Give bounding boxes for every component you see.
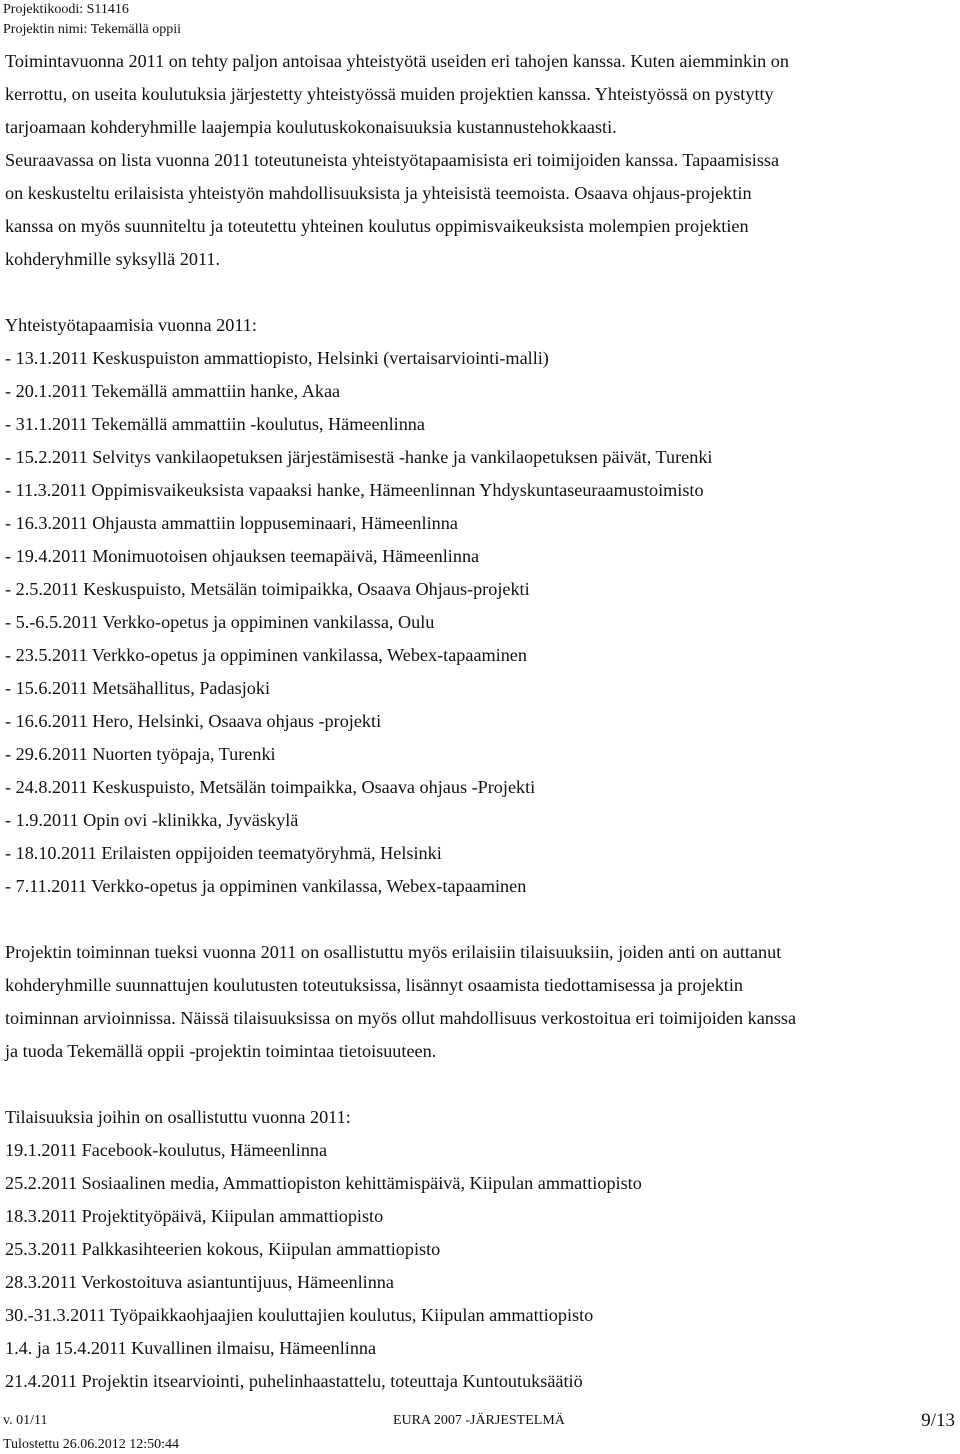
intro-line: kanssa on myös suunniteltu ja toteutettu yhteinen koulutus oppimisvaikeuksista molempien projektien [5,216,749,236]
intro-line: kerrottu, on useita koulutuksia järjestetty yhteistyössä muiden projektien kanssa. Yhteistyössä on pystytty [5,84,774,104]
page-number: 9/13 [921,1410,955,1431]
list-item: - 15.2.2011 Selvitys vankilaopetuksen järjestämisestä -hanke ja vankilaopetuksen päivät, Turenki [5,447,713,467]
list-item: - 20.1.2011 Tekemällä ammattiin hanke, Akaa [5,381,341,401]
intro-line: Seuraavassa on lista vuonna 2011 toteutuneista yhteistyötapaamisista eri toimijoiden kanssa. Tapaamisissa [5,150,780,170]
list-item: - 16.3.2011 Ohjausta ammattiin loppuseminaari, Hämeenlinna [5,513,458,533]
intro-line: on keskusteltu erilaisista yhteistyön mahdollisuuksista ja yhteisistä teemoista. Osaava ohjaus-projektin [5,183,752,203]
paragraph-gap [5,903,955,936]
meetings-heading: Yhteistyötapaamisia vuonna 2011: [5,315,257,335]
list-item: - 13.1.2011 Keskuspuiston ammattiopisto, Helsinki (vertaisarviointi-malli) [5,348,549,368]
list-item: 21.4.2011 Projektin itsearviointi, puhelinhaastattelu, toteuttaja Kuntoutuksäätiö [5,1371,583,1391]
support-line: toiminnan arvioinnissa. Näissä tilaisuuksissa on myös ollut mahdollisuus verkostoitua eri toimijoiden kanssa [5,1008,797,1028]
events-list [5,1134,955,1398]
list-item: - 7.11.2011 Verkko-opetus ja oppiminen vankilassa, Webex-tapaaminen [5,876,527,896]
document-body [5,45,955,1398]
list-item: 18.3.2011 Projektityöpäivä, Kiipulan ammattiopisto [5,1206,384,1226]
print-timestamp: Tulostettu 26.06.2012 12:50:44 [3,1437,180,1452]
list-item: - 29.6.2011 Nuorten työpaja, Turenki [5,744,276,764]
list-item: - 24.8.2011 Keskuspuisto, Metsälän toimpaikka, Osaava ohjaus -Projekti [5,777,536,797]
list-item: 28.3.2011 Verkostoituva asiantuntijuus, Hämeenlinna [5,1272,394,1292]
paragraph-gap [5,1068,955,1101]
meetings-list [5,342,955,903]
intro-line: tarjoamaan kohderyhmille laajempia koulutuskokonaisuuksia kustannustehokkaasti. [5,117,617,137]
support-line: kohderyhmille suunnattujen koulutusten toteutuksissa, lisännyt osaamista tiedottamisessa ja projektin [5,975,743,995]
list-item: 25.3.2011 Palkkasihteerien kokous, Kiipulan ammattiopisto [5,1239,441,1259]
support-line: Projektin toiminnan tueksi vuonna 2011 on osallistuttu myös erilaisiin tilaisuuksiin, joiden anti on auttanut [5,942,782,962]
list-item: - 11.3.2011 Oppimisvaikeuksista vapaaksi hanke, Hämeenlinnan Yhdyskuntaseuraamustoimisto [5,480,704,500]
list-item: - 15.6.2011 Metsähallitus, Padasjoki [5,678,271,698]
list-item: - 23.5.2011 Verkko-opetus ja oppiminen vankilassa, Webex-tapaaminen [5,645,527,665]
page-footer [3,1410,960,1454]
list-item: 1.4. ja 15.4.2011 Kuvallinen ilmaisu, Hämeenlinna [5,1338,377,1358]
project-name: Projektin nimi: Tekemällä oppii [3,22,182,37]
intro-line: kohderyhmille syksyllä 2011. [5,249,221,269]
list-item: 19.1.2011 Facebook-koulutus, Hämeenlinna [5,1140,328,1160]
list-item: - 18.10.2011 Erilaisten oppijoiden teematyöryhmä, Helsinki [5,843,442,863]
page-header [3,0,181,40]
project-code: Projektikoodi: S11416 [3,2,129,17]
intro-line: Toimintavuonna 2011 on tehty paljon antoisaa yhteistyötä useiden eri tahojen kanssa. Kuten aiemminkin on [5,51,789,71]
paragraph-gap [5,276,955,309]
version-label: v. 01/11 [3,1413,48,1428]
system-label: EURA 2007 -JÄRJESTELMÄ [393,1413,565,1428]
list-item: - 16.6.2011 Hero, Helsinki, Osaava ohjaus -projekti [5,711,382,731]
list-item: - 31.1.2011 Tekemällä ammattiin -koulutus, Hämeenlinna [5,414,425,434]
support-line: ja tuoda Tekemällä oppii -projektin toimintaa tietoisuuteen. [5,1041,437,1061]
list-item: - 2.5.2011 Keskuspuisto, Metsälän toimipaikka, Osaava Ohjaus-projekti [5,579,530,599]
list-item: - 5.-6.5.2011 Verkko-opetus ja oppiminen vankilassa, Oulu [5,612,435,632]
events-heading: Tilaisuuksia joihin on osallistuttu vuonna 2011: [5,1107,351,1127]
list-item: - 19.4.2011 Monimuotoisen ohjauksen teemapäivä, Hämeenlinna [5,546,480,566]
list-item: 25.2.2011 Sosiaalinen media, Ammattiopiston kehittämispäivä, Kiipulan ammattiopisto [5,1173,642,1193]
list-item: - 1.9.2011 Opin ovi -klinikka, Jyväskylä [5,810,299,830]
list-item: 30.-31.3.2011 Työpaikkaohjaajien kouluttajien koulutus, Kiipulan ammattiopisto [5,1305,594,1325]
